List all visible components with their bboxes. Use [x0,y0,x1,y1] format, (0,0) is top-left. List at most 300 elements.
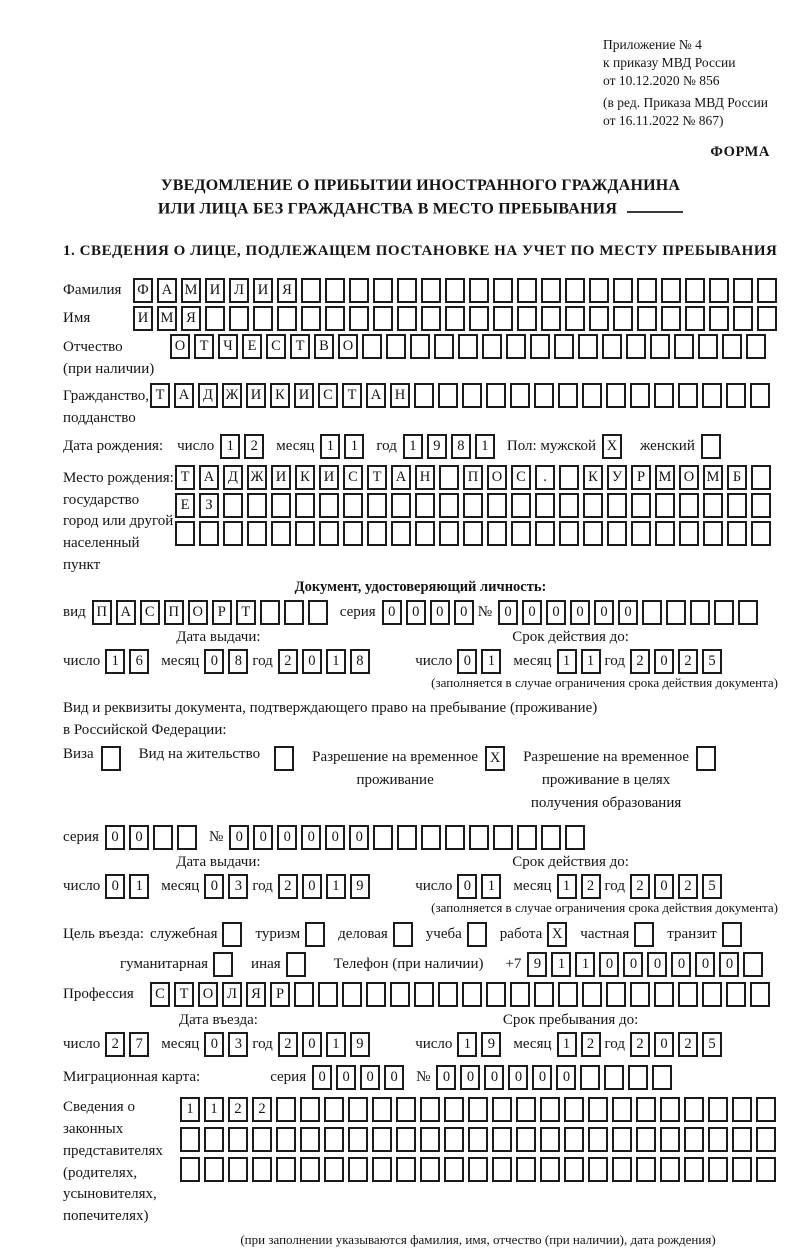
char-box[interactable]: 0 [384,1065,404,1090]
citizenship-boxes[interactable] [150,383,774,408]
char-box[interactable] [468,1127,488,1152]
char-box[interactable] [372,1157,392,1182]
char-box[interactable]: А [157,278,177,303]
char-box[interactable] [390,982,410,1007]
char-box[interactable] [462,383,482,408]
purpose-tourism-checkbox[interactable] [305,922,329,947]
char-box[interactable] [516,1127,536,1152]
residence-number-boxes[interactable] [229,825,589,850]
char-box[interactable] [703,493,723,518]
char-box[interactable] [445,278,465,303]
name-boxes[interactable] [133,306,781,331]
entry-day-boxes[interactable] [105,1032,153,1057]
char-box[interactable]: 0 [325,825,345,850]
char-box[interactable]: А [391,465,411,490]
char-box[interactable] [410,334,430,359]
char-box[interactable] [628,1065,648,1090]
char-box[interactable]: Ф [133,278,153,303]
birth-place-row1-boxes[interactable] [175,465,775,490]
char-box[interactable] [637,278,657,303]
char-box[interactable]: 1 [481,649,501,674]
char-box[interactable] [654,982,674,1007]
char-box[interactable] [733,306,753,331]
char-box[interactable] [743,952,763,977]
char-box[interactable] [367,493,387,518]
char-box[interactable] [756,1127,776,1152]
char-box[interactable] [583,493,603,518]
char-box[interactable] [486,982,506,1007]
char-box[interactable] [397,825,417,850]
char-box[interactable]: 0 [695,952,715,977]
char-box[interactable] [750,982,770,1007]
char-box[interactable] [613,306,633,331]
char-box[interactable]: 1 [457,1032,477,1057]
char-box[interactable]: П [92,600,112,625]
char-box[interactable] [708,1127,728,1152]
char-box[interactable] [564,1097,584,1122]
char-box[interactable] [588,1097,608,1122]
char-box[interactable] [180,1157,200,1182]
char-box[interactable] [421,825,441,850]
char-box[interactable] [348,1157,368,1182]
char-box[interactable] [438,982,458,1007]
char-box[interactable] [276,1097,296,1122]
edu-residence-permit-checkbox[interactable] [696,746,720,771]
char-box[interactable] [391,521,411,546]
char-box[interactable] [732,1127,752,1152]
char-box[interactable] [294,982,314,1007]
purpose-private-checkbox[interactable] [634,922,658,947]
char-box[interactable] [469,306,489,331]
char-box[interactable] [434,334,454,359]
char-box[interactable] [727,493,747,518]
char-box[interactable]: 2 [244,434,264,459]
char-box[interactable] [685,306,705,331]
char-box[interactable] [733,278,753,303]
char-box[interactable]: А [174,383,194,408]
char-box[interactable]: М [181,278,201,303]
char-box[interactable] [701,434,721,459]
char-box[interactable]: О [679,465,699,490]
char-box[interactable]: 0 [302,874,322,899]
char-box[interactable]: Ж [247,465,267,490]
char-box[interactable]: 0 [312,1065,332,1090]
char-box[interactable]: 0 [570,600,590,625]
profession-boxes[interactable] [150,982,774,1007]
purpose-commercial-checkbox[interactable] [393,922,417,947]
char-box[interactable]: 0 [532,1065,552,1090]
char-box[interactable] [636,1127,656,1152]
char-box[interactable]: 8 [350,649,370,674]
phone-boxes[interactable] [527,952,767,977]
char-box[interactable] [469,278,489,303]
char-box[interactable]: Т [150,383,170,408]
char-box[interactable]: М [703,465,723,490]
char-box[interactable] [757,278,777,303]
char-box[interactable]: И [133,306,153,331]
char-box[interactable] [222,922,242,947]
char-box[interactable] [756,1157,776,1182]
char-box[interactable] [702,982,722,1007]
char-box[interactable] [487,493,507,518]
char-box[interactable] [204,1127,224,1152]
char-box[interactable]: 1 [551,952,571,977]
char-box[interactable]: 5 [702,1032,722,1057]
char-box[interactable] [348,1097,368,1122]
char-box[interactable] [607,521,627,546]
char-box[interactable] [284,600,304,625]
char-box[interactable] [153,825,173,850]
char-box[interactable] [751,493,771,518]
birth-place-row2-boxes[interactable] [175,493,775,518]
purpose-study-checkbox[interactable] [467,922,491,947]
entry-month-boxes[interactable] [204,1032,252,1057]
char-box[interactable] [517,306,537,331]
char-box[interactable] [396,1127,416,1152]
char-box[interactable]: И [271,465,291,490]
char-box[interactable] [386,334,406,359]
purpose-humanitarian-checkbox[interactable] [213,952,237,977]
char-box[interactable] [362,334,382,359]
char-box[interactable]: Д [198,383,218,408]
char-box[interactable]: 2 [278,874,298,899]
char-box[interactable] [463,521,483,546]
char-box[interactable]: К [270,383,290,408]
char-box[interactable] [655,493,675,518]
char-box[interactable] [260,600,280,625]
char-box[interactable]: X [547,922,567,947]
char-box[interactable]: И [246,383,266,408]
char-box[interactable]: 2 [581,1032,601,1057]
char-box[interactable]: Н [415,465,435,490]
char-box[interactable]: 0 [360,1065,380,1090]
char-box[interactable]: П [463,465,483,490]
char-box[interactable] [324,1097,344,1122]
char-box[interactable]: 0 [647,952,667,977]
patronymic-boxes[interactable] [170,334,770,359]
char-box[interactable]: А [366,383,386,408]
char-box[interactable] [738,600,758,625]
char-box[interactable] [540,1097,560,1122]
char-box[interactable] [319,493,339,518]
char-box[interactable] [349,278,369,303]
char-box[interactable] [228,1157,248,1182]
char-box[interactable] [468,1157,488,1182]
char-box[interactable] [175,521,195,546]
char-box[interactable] [540,1157,560,1182]
doc-issue-year-boxes[interactable] [278,649,374,674]
char-box[interactable]: 1 [105,649,125,674]
char-box[interactable] [295,493,315,518]
char-box[interactable]: С [140,600,160,625]
char-box[interactable] [180,1127,200,1152]
purpose-transit-checkbox[interactable] [722,922,746,947]
char-box[interactable]: 5 [702,649,722,674]
birth-year-boxes[interactable] [403,434,499,459]
char-box[interactable]: Я [246,982,266,1007]
char-box[interactable] [652,1065,672,1090]
char-box[interactable]: Е [242,334,262,359]
char-box[interactable] [300,1097,320,1122]
char-box[interactable] [324,1127,344,1152]
char-box[interactable] [631,493,651,518]
char-box[interactable] [444,1157,464,1182]
char-box[interactable]: 0 [302,1032,322,1057]
char-box[interactable] [565,825,585,850]
char-box[interactable] [318,982,338,1007]
char-box[interactable]: 0 [599,952,619,977]
char-box[interactable] [660,1157,680,1182]
char-box[interactable]: Н [390,383,410,408]
char-box[interactable]: 9 [527,952,547,977]
surname-boxes[interactable] [133,278,781,303]
char-box[interactable] [414,383,434,408]
sex-male-checkbox[interactable] [602,434,626,459]
char-box[interactable] [589,278,609,303]
char-box[interactable]: Б [727,465,747,490]
char-box[interactable]: И [294,383,314,408]
char-box[interactable]: 0 [457,874,477,899]
char-box[interactable]: С [150,982,170,1007]
char-box[interactable] [343,521,363,546]
char-box[interactable]: 9 [350,1032,370,1057]
char-box[interactable] [650,334,670,359]
char-box[interactable] [636,1157,656,1182]
char-box[interactable] [101,746,121,771]
char-box[interactable] [348,1127,368,1152]
char-box[interactable] [726,982,746,1007]
char-box[interactable] [661,278,681,303]
char-box[interactable] [397,306,417,331]
char-box[interactable] [604,1065,624,1090]
temp-residence-permit-checkbox[interactable] [485,746,509,771]
char-box[interactable]: С [511,465,531,490]
char-box[interactable] [415,521,435,546]
visa-checkbox[interactable] [101,746,125,771]
char-box[interactable]: 2 [252,1097,272,1122]
migration-number-boxes[interactable] [436,1065,676,1090]
char-box[interactable]: 1 [326,649,346,674]
char-box[interactable] [554,334,574,359]
char-box[interactable] [565,306,585,331]
residence-issue-month-boxes[interactable] [204,874,252,899]
char-box[interactable]: М [157,306,177,331]
char-box[interactable] [606,383,626,408]
birth-place-row3-boxes[interactable] [175,521,775,546]
char-box[interactable]: 0 [436,1065,456,1090]
char-box[interactable]: Т [174,982,194,1007]
char-box[interactable] [602,334,622,359]
char-box[interactable]: 0 [618,600,638,625]
char-box[interactable]: 7 [129,1032,149,1057]
char-box[interactable] [438,383,458,408]
char-box[interactable] [679,521,699,546]
char-box[interactable] [564,1157,584,1182]
char-box[interactable]: 0 [349,825,369,850]
char-box[interactable]: 1 [220,434,240,459]
char-box[interactable] [271,493,291,518]
char-box[interactable]: 2 [581,874,601,899]
char-box[interactable]: 2 [278,1032,298,1057]
char-box[interactable]: 1 [326,874,346,899]
char-box[interactable]: Ж [222,383,242,408]
char-box[interactable]: 8 [228,649,248,674]
residence-expiry-day-boxes[interactable] [457,874,505,899]
char-box[interactable]: О [198,982,218,1007]
char-box[interactable] [247,493,267,518]
char-box[interactable]: X [485,746,505,771]
char-box[interactable]: 1 [557,874,577,899]
char-box[interactable] [421,278,441,303]
char-box[interactable] [684,1097,704,1122]
char-box[interactable] [308,600,328,625]
char-box[interactable] [415,493,435,518]
char-box[interactable]: 0 [229,825,249,850]
doc-number-boxes[interactable] [498,600,762,625]
char-box[interactable]: 0 [719,952,739,977]
char-box[interactable] [295,521,315,546]
char-box[interactable] [583,521,603,546]
char-box[interactable] [685,278,705,303]
legal-reps-row2-boxes[interactable] [180,1127,780,1152]
char-box[interactable] [541,306,561,331]
char-box[interactable] [373,306,393,331]
char-box[interactable] [300,1157,320,1182]
char-box[interactable] [276,1157,296,1182]
char-box[interactable]: Т [194,334,214,359]
char-box[interactable]: А [116,600,136,625]
char-box[interactable] [414,982,434,1007]
char-box[interactable]: В [314,334,334,359]
char-box[interactable] [559,521,579,546]
char-box[interactable]: 1 [575,952,595,977]
char-box[interactable] [751,465,771,490]
char-box[interactable]: 0 [301,825,321,850]
char-box[interactable] [660,1097,680,1122]
char-box[interactable] [305,922,325,947]
char-box[interactable] [493,306,513,331]
char-box[interactable]: Р [270,982,290,1007]
char-box[interactable] [252,1127,272,1152]
char-box[interactable] [445,825,465,850]
char-box[interactable]: 1 [204,1097,224,1122]
char-box[interactable]: Р [212,600,232,625]
char-box[interactable] [393,922,413,947]
char-box[interactable]: 2 [630,649,650,674]
purpose-work-checkbox[interactable] [547,922,571,947]
char-box[interactable] [319,521,339,546]
char-box[interactable]: 0 [302,649,322,674]
char-box[interactable]: . [535,465,555,490]
char-box[interactable]: 3 [228,874,248,899]
char-box[interactable] [444,1127,464,1152]
char-box[interactable] [458,334,478,359]
char-box[interactable]: Я [277,278,297,303]
stay-until-month-boxes[interactable] [557,1032,605,1057]
char-box[interactable]: 0 [556,1065,576,1090]
purpose-business-checkbox[interactable] [222,922,246,947]
char-box[interactable]: 0 [484,1065,504,1090]
char-box[interactable]: 1 [581,649,601,674]
char-box[interactable]: 2 [278,649,298,674]
char-box[interactable] [276,1127,296,1152]
char-box[interactable]: З [199,493,219,518]
char-box[interactable] [487,521,507,546]
char-box[interactable] [372,1097,392,1122]
char-box[interactable]: 0 [457,649,477,674]
char-box[interactable]: 2 [105,1032,125,1057]
char-box[interactable] [391,493,411,518]
char-box[interactable]: О [338,334,358,359]
char-box[interactable] [439,465,459,490]
char-box[interactable] [271,521,291,546]
char-box[interactable]: 3 [228,1032,248,1057]
char-box[interactable] [660,1127,680,1152]
char-box[interactable] [541,825,561,850]
char-box[interactable] [492,1157,512,1182]
char-box[interactable] [746,334,766,359]
char-box[interactable] [708,1097,728,1122]
char-box[interactable] [679,493,699,518]
char-box[interactable]: Я [181,306,201,331]
char-box[interactable] [636,1097,656,1122]
char-box[interactable] [757,306,777,331]
char-box[interactable] [708,1157,728,1182]
char-box[interactable] [612,1127,632,1152]
char-box[interactable] [582,982,602,1007]
char-box[interactable] [469,825,489,850]
char-box[interactable]: 0 [382,600,402,625]
char-box[interactable] [468,1097,488,1122]
doc-series-boxes[interactable] [382,600,478,625]
char-box[interactable] [661,306,681,331]
char-box[interactable] [582,383,602,408]
char-box[interactable]: Л [229,278,249,303]
char-box[interactable] [444,1097,464,1122]
doc-kind-boxes[interactable] [92,600,332,625]
char-box[interactable]: Т [236,600,256,625]
char-box[interactable]: С [266,334,286,359]
char-box[interactable]: 1 [475,434,495,459]
char-box[interactable] [213,952,233,977]
char-box[interactable] [205,306,225,331]
char-box[interactable] [511,493,531,518]
char-box[interactable]: 0 [129,825,149,850]
char-box[interactable]: 0 [654,1032,674,1057]
char-box[interactable] [558,982,578,1007]
char-box[interactable] [229,306,249,331]
char-box[interactable] [684,1127,704,1152]
char-box[interactable] [247,521,267,546]
birth-day-boxes[interactable] [220,434,268,459]
char-box[interactable] [373,278,393,303]
char-box[interactable] [482,334,502,359]
char-box[interactable]: 0 [204,1032,224,1057]
char-box[interactable]: 0 [671,952,691,977]
char-box[interactable] [722,334,742,359]
char-box[interactable] [642,600,662,625]
char-box[interactable] [324,1157,344,1182]
char-box[interactable]: П [164,600,184,625]
doc-expiry-month-boxes[interactable] [557,649,605,674]
char-box[interactable] [709,306,729,331]
char-box[interactable]: Е [175,493,195,518]
char-box[interactable] [530,334,550,359]
char-box[interactable]: К [583,465,603,490]
sex-female-checkbox[interactable] [701,434,725,459]
char-box[interactable] [612,1097,632,1122]
char-box[interactable] [690,600,710,625]
